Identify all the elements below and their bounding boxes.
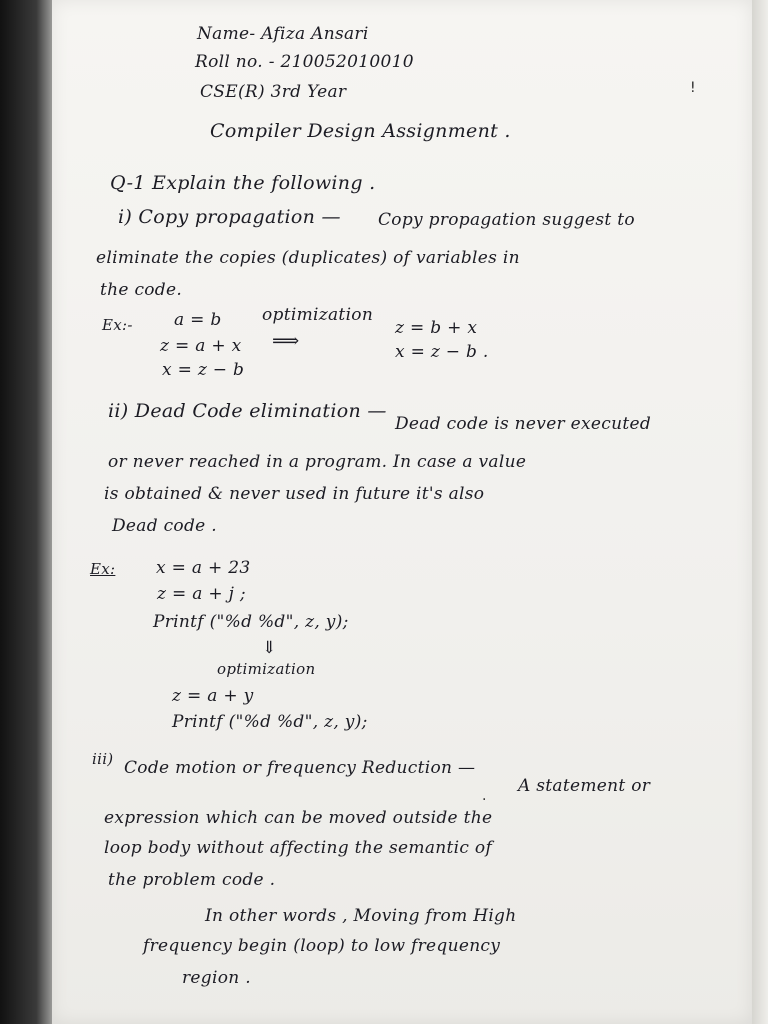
- example-code-line: z = a + x: [160, 336, 242, 356]
- item-number: iii): [92, 750, 114, 768]
- example-label: Ex:: [90, 560, 116, 578]
- stray-mark: .: [482, 788, 487, 804]
- student-name: Name- Afiza Ansari: [197, 24, 369, 44]
- result-code-line: z = a + y: [172, 686, 254, 706]
- copy-propagation-heading: i) Copy propagation —: [118, 206, 341, 228]
- dead-code-heading: ii) Dead Code elimination —: [108, 400, 387, 422]
- page-right-margin: [752, 0, 768, 1024]
- copy-propagation-text: Copy propagation suggest to: [378, 210, 635, 230]
- copy-propagation-text: eliminate the copies (duplicates) of variables in: [96, 248, 520, 268]
- dead-code-text: or never reached in a program. In case a value: [108, 452, 527, 472]
- result-code-line: z = b + x: [395, 318, 478, 338]
- code-motion-text: A statement or: [518, 776, 651, 796]
- example-code-line: x = z − b: [162, 360, 245, 380]
- optimization-label: optimization: [262, 305, 374, 325]
- copy-propagation-text: the code.: [100, 280, 183, 300]
- result-code-line: Printf ("%d %d", z, y);: [172, 712, 368, 732]
- example-code-line: Printf ("%d %d", z, y);: [153, 612, 349, 632]
- dead-code-text: Dead code is never executed: [395, 414, 652, 434]
- dead-code-text: is obtained & never used in future it's also: [104, 484, 485, 504]
- code-motion-text: the problem code .: [108, 870, 276, 890]
- down-arrow-icon: ⇓: [262, 638, 277, 658]
- example-code-line: a = b: [174, 310, 222, 330]
- result-code-line: x = z − b .: [395, 342, 489, 362]
- code-motion-text: In other words , Moving from High: [205, 906, 517, 926]
- example-label: Ex:-: [102, 316, 133, 334]
- code-motion-text: expression which can be moved outside the: [104, 808, 493, 828]
- example-code-line: x = a + 23: [156, 558, 251, 578]
- code-motion-text: region .: [182, 968, 251, 988]
- roll-number: Roll no. - 210052010010: [195, 52, 414, 72]
- code-motion-text: loop body without affecting the semantic of: [104, 838, 493, 858]
- optimization-label: optimization: [217, 660, 316, 678]
- class-year: CSE(R) 3rd Year: [200, 82, 347, 102]
- question-heading: Q-1 Explain the following .: [110, 172, 376, 194]
- right-arrow-icon: ⟹: [272, 330, 300, 352]
- code-motion-text: frequency begin (loop) to low frequency: [143, 936, 501, 956]
- dead-code-text: Dead code .: [112, 516, 217, 536]
- assignment-title: Compiler Design Assignment .: [210, 120, 511, 142]
- example-code-line: z = a + j ;: [157, 584, 246, 604]
- binder-edge: [0, 0, 52, 1024]
- stray-mark: !: [690, 80, 696, 96]
- code-motion-heading: Code motion or frequency Reduction —: [124, 758, 476, 778]
